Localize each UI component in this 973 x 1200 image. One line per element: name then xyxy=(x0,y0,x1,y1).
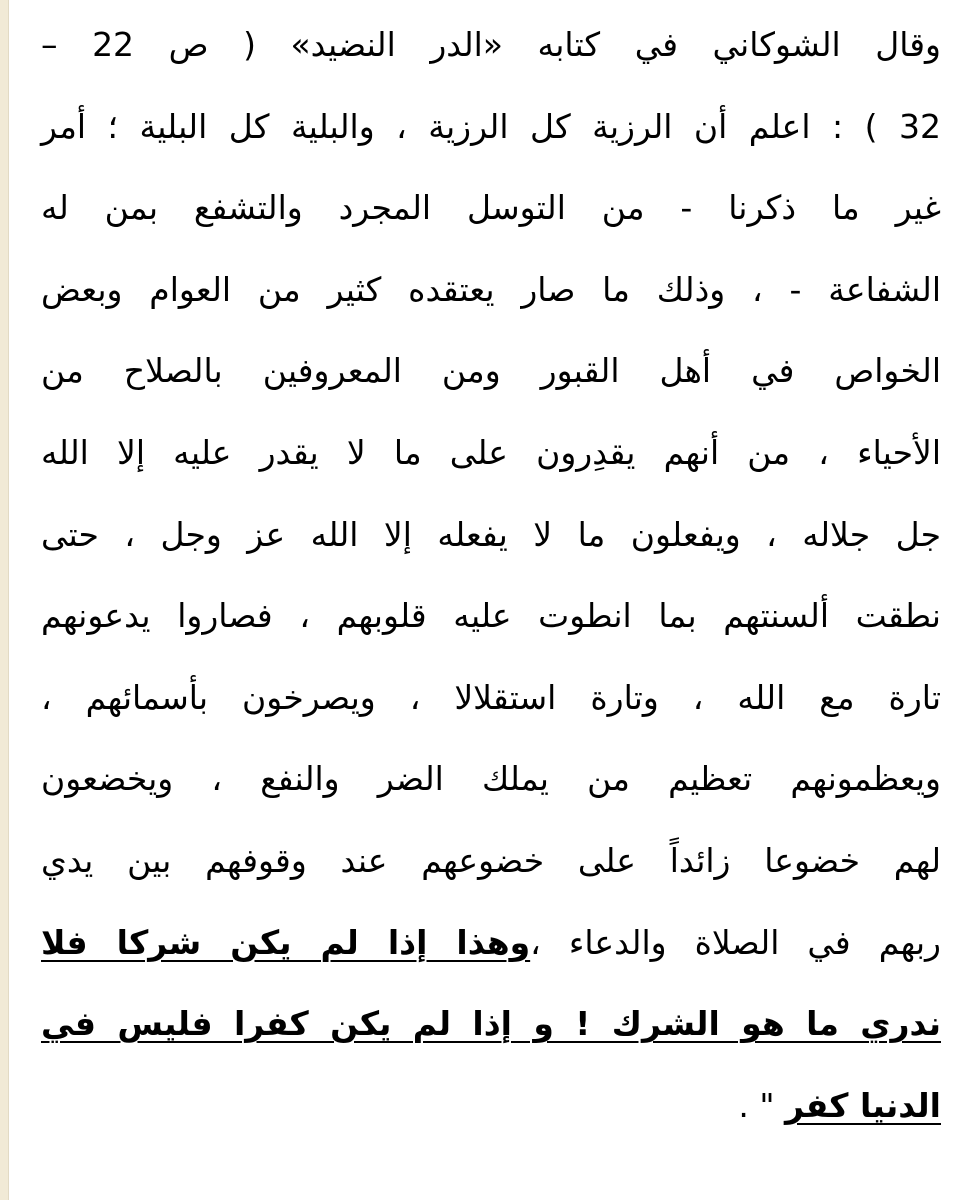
document-page xyxy=(8,0,973,1200)
text-segment: وقال الشوكاني في كتابه «الدر النضيد» ( ص 22 – xyxy=(41,25,941,64)
text-line xyxy=(41,979,941,1061)
text-segment: ويعظمونهم تعظيم من يملك الضر والنفع ، ويخضعون xyxy=(41,759,941,799)
emphasized-text: وهذا إذا لم يكن شركا فلا xyxy=(41,922,531,962)
text-line xyxy=(41,0,941,82)
text-segment: الخواص في أهل القبور ومن المعروفين بالصلاح من xyxy=(41,351,941,391)
arabic-quote-text xyxy=(41,0,941,1142)
text-segment: لهم خضوعا زائداً على خضوعهم عند وقوفهم بين يدي xyxy=(41,840,941,880)
emphasized-text: الدنيا كفر xyxy=(785,1085,941,1125)
text-line xyxy=(41,734,941,816)
text-segment: " . xyxy=(738,1085,786,1125)
text-line xyxy=(41,82,941,164)
text-line xyxy=(41,490,941,572)
text-segment: ربهم في الصلاة والدعاء ، xyxy=(530,922,941,962)
text-segment: غير ما ذكرنا - من التوسل المجرد والتشفع بمن له xyxy=(41,188,941,228)
text-line xyxy=(41,898,941,980)
text-segment: نطقت ألسنتهم بما انطوت عليه قلوبهم ، فصاروا يدعونهم xyxy=(41,596,941,636)
text-segment: الأحياء ، من أنهم يقدِرون على ما لا يقدر عليه إلا الله xyxy=(41,432,941,472)
text-line xyxy=(41,571,941,653)
text-segment: جل جلاله ، ويفعلون ما لا يفعله إلا الله عز وجل ، حتى xyxy=(41,514,941,554)
text-line xyxy=(41,245,941,327)
text-segment: تارة مع الله ، وتارة استقلالا ، ويصرخون بأسمائهم ، xyxy=(41,677,941,717)
text-line xyxy=(41,163,941,245)
text-line xyxy=(41,653,941,735)
text-line xyxy=(41,1061,941,1143)
text-segment: 32 ) : اعلم أن الرزية كل الرزية ، والبلية كل البلية ؛ أمر xyxy=(41,106,941,146)
text-segment: الشفاعة - ، وذلك ما صار يعتقده كثير من العوام وبعض xyxy=(41,269,941,309)
text-line xyxy=(41,408,941,490)
text-line xyxy=(41,326,941,408)
text-line xyxy=(41,816,941,898)
emphasized-text: ندري ما هو الشرك ! و إذا لم يكن كفرا فليس في xyxy=(41,1004,941,1044)
